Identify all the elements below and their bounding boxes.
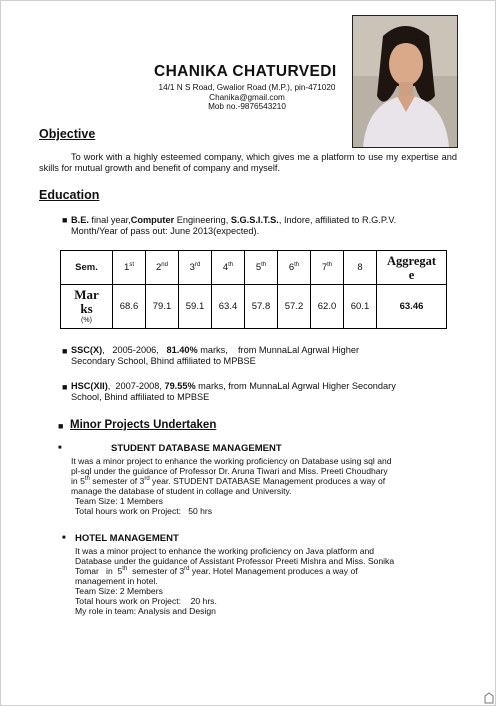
be-college: S.G.S.I.T.S.: [230, 215, 279, 225]
marks-cell: 68.6: [113, 285, 146, 329]
bullet-icon: ■: [62, 215, 68, 225]
text-part: year. Hotel Management produces a way of: [189, 566, 358, 576]
be-degree: B.E.: [71, 215, 89, 225]
marks-label: [61, 285, 113, 329]
sem-sup: th: [228, 262, 234, 268]
aggregate-label-2: e: [408, 267, 415, 282]
contact-block: [142, 83, 352, 112]
sem-cell: [146, 251, 179, 285]
be-line-2: Month/Year of pass out: June 2013(expected).: [71, 226, 260, 237]
sem-num: 6: [288, 262, 295, 273]
project-2-title: HOTEL MANAGEMENT: [75, 533, 179, 544]
ssc-label: SSC(X): [71, 345, 103, 355]
text-part: semester of 3: [89, 476, 145, 486]
ssc-entry: [71, 345, 457, 367]
hsc-line-1: [71, 381, 457, 392]
bullet-icon: ■: [62, 535, 66, 541]
superscript: rd: [144, 476, 150, 482]
marks-table: [60, 250, 447, 329]
text-part: semester of 3: [127, 566, 185, 576]
aggregate-value: 63.46: [377, 285, 447, 329]
sem-sup: th: [261, 262, 267, 268]
ssc-years: , 2005-2006,: [102, 345, 167, 355]
text-part: Tomar in 5: [75, 566, 123, 576]
project-2-line: management in hotel.: [75, 576, 158, 586]
bullet-icon: ■: [58, 421, 64, 431]
marks-cell: 59.1: [179, 285, 212, 329]
sem-cell: [245, 251, 278, 285]
project-2-team-size: Team Size: 2 Members: [75, 586, 163, 596]
be-line-1: [71, 215, 461, 226]
objective-heading: Objective: [39, 127, 96, 141]
project-1-line: manage the database of student in collage and University.: [71, 486, 292, 496]
ssc-line-2: Secondary School, Bhind affiliated to MPBSE: [71, 356, 256, 367]
candidate-name: CHANIKA CHATURVEDI: [154, 63, 337, 80]
hsc-line-2: School, Bhind affiliated to MPBSE: [71, 392, 210, 403]
project-1-description: [71, 456, 457, 516]
project-2-line: [75, 566, 457, 576]
ssc-percent: 81.40%: [166, 345, 198, 355]
sem-cell: [278, 251, 311, 285]
superscript: th: [84, 476, 90, 482]
marks-label-1: Mar: [74, 287, 99, 302]
sem-sup: th: [294, 262, 300, 268]
marks-cell: 62.0: [311, 285, 344, 329]
ssc-line-1: [71, 345, 457, 356]
hsc-rest: marks, from MunnaLal Agrwal Higher Secondary: [195, 381, 396, 391]
project-1-line: It was a minor project to enhance the working proficiency on Database using sql and: [71, 456, 392, 466]
sem-num: 2: [156, 262, 162, 273]
projects-heading: Minor Projects Undertaken: [70, 419, 217, 431]
mobile-number: Mob no.-9876543210: [208, 102, 286, 112]
project-2-description: [75, 546, 457, 616]
sem-num: 8: [357, 262, 363, 273]
bullet-icon: ■: [58, 445, 62, 451]
sem-num: 1: [124, 262, 130, 273]
sem-num: 4: [222, 262, 229, 273]
be-text-2: Engineering,: [174, 215, 231, 225]
be-text-1: final year,: [88, 215, 131, 225]
project-1-hours: Total hours work on Project: 50 hrs: [75, 506, 213, 516]
sem-cell: [344, 251, 377, 285]
sem-num: 3: [189, 262, 195, 273]
superscript: rd: [184, 566, 190, 572]
hsc-entry: [71, 381, 457, 403]
email: Chanika@gmail.com: [209, 92, 285, 102]
sem-sup: rd: [194, 262, 201, 268]
sem-sup: th: [327, 262, 333, 268]
ssc-rest: marks, from MunnaLal Agrwal Higher: [197, 345, 360, 355]
sem-label: Sem.: [61, 251, 113, 285]
hsc-label: HSC(XII): [71, 381, 108, 391]
project-2-hours: Total hours work on Project: 20 hrs.: [75, 596, 217, 606]
sem-cell: [113, 251, 146, 285]
project-2-line: It was a minor project to enhance the working proficiency on Java platform and: [75, 546, 375, 556]
sem-num: 7: [321, 262, 328, 273]
aggregate-label-1: Aggregat: [386, 253, 437, 268]
aggregate-header: [377, 251, 447, 285]
project-1-title: STUDENT DATABASE MANAGEMENT: [111, 443, 282, 454]
be-branch: Computer: [130, 215, 175, 225]
hsc-years: , 2007-2008,: [107, 381, 165, 391]
marks-cell: 79.1: [146, 285, 179, 329]
portrait-image: [353, 16, 457, 147]
be-entry: [71, 215, 461, 237]
hsc-percent: 79.55%: [164, 381, 196, 391]
sem-sup: st: [129, 262, 134, 268]
address: 14/1 N S Road, Gwalior Road (M.P.), pin-471020: [158, 83, 336, 92]
sem-cell: [179, 251, 212, 285]
semester-row: [61, 251, 447, 285]
sem-sup: nd: [161, 262, 168, 268]
objective-text: To work with a highly esteemed company, which gives me a platform to use my expertise and skills for mutual growth and benefit of company and myself.: [39, 152, 457, 174]
project-1-team-size: Team Size: 1 Members: [75, 496, 163, 506]
education-heading: Education: [39, 188, 100, 202]
text-part: year. STUDENT DATABASE Management produces a way of: [149, 476, 386, 486]
corner-marker-icon: [484, 692, 494, 704]
profile-photo: [352, 15, 458, 148]
project-2-role: My role in team: Analysis and Design: [75, 606, 216, 616]
marks-cell: 60.1: [344, 285, 377, 329]
sem-cell: [311, 251, 344, 285]
marks-cell: 63.4: [212, 285, 245, 329]
be-text-3: , Indore, affiliated to R.G.P.V.: [278, 215, 397, 225]
bullet-icon: ■: [62, 382, 68, 392]
bullet-icon: ■: [62, 346, 68, 356]
project-2-line: Database under the guidance of Assistant Professor Preeti Mishra and Miss. Sonika: [75, 556, 395, 566]
text-part: in 5: [71, 476, 85, 486]
marks-cell: 57.8: [245, 285, 278, 329]
superscript: th: [122, 566, 128, 572]
sem-cell: [212, 251, 245, 285]
project-1-line: pl-sql under the guidance of Professor Dr. Aruna Tiwari and Miss. Preeti Choudhary: [71, 466, 388, 476]
marks-unit: (%): [81, 317, 92, 324]
sem-num: 5: [255, 262, 262, 273]
marks-cell: 57.2: [278, 285, 311, 329]
marks-label-2: ks: [80, 301, 93, 316]
marks-row: [61, 285, 447, 329]
project-1-line: [71, 476, 457, 486]
